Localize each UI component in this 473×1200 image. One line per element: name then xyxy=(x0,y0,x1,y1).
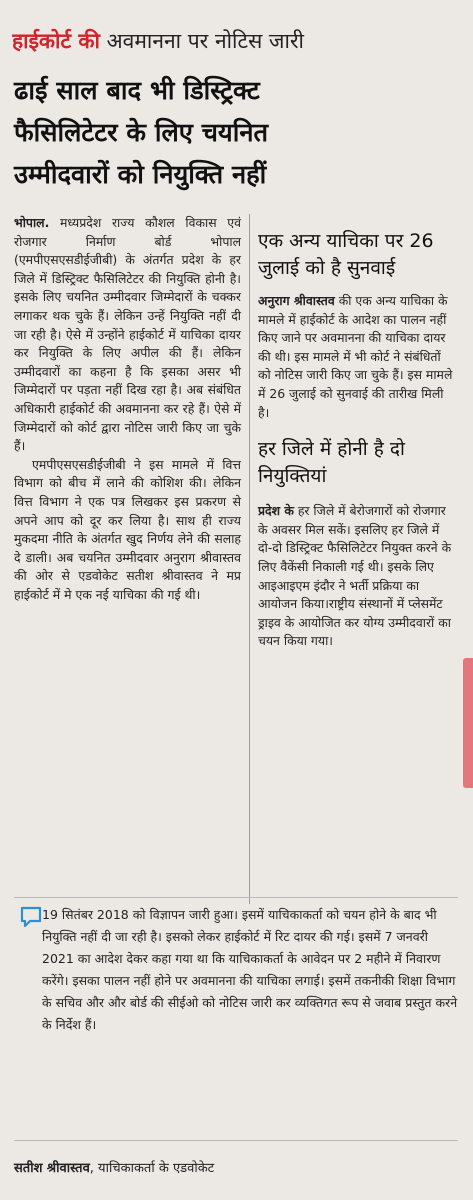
byline-rule xyxy=(14,1140,458,1141)
byline-name: सतीश श्रीवास्तव xyxy=(14,1161,90,1176)
subheading-appointments: हर जिले में होनी है दो नियुक्तियां xyxy=(258,438,405,488)
kicker-line xyxy=(12,18,460,64)
dateline: भोपाल. xyxy=(14,215,50,230)
right-p1-lead: अनुराग श्रीवास्तव xyxy=(258,293,335,308)
left-paragraph-1 xyxy=(14,214,241,456)
right-paragraph-1 xyxy=(258,292,456,422)
right-paragraph-2 xyxy=(258,502,456,651)
left-paragraph-1-text: मध्यप्रदेश राज्य कौशल विकास एवं रोजगार निर्माण बोर्ड भोपाल (एमपीएसएसडीईजीबी) के अंतर्गत प्रदेश के हर जिले में डिस्ट्रिक्ट फैसिलिटेटर की नियुक्ति होनी है। इसके लिए चयनित उम्मीदवार जिम्मेदारों के चक्कर लगाकर थक चुके हैं। लेकिन उन्हें नियुक्ति नहीं दी जा रही है। ऐसे में उन्होंने हाईकोर्ट में याचिका दायर कर नियुक्ति के लिए अपील की हैं। लेकिन उम्मीदवारों का कहना है कि इसका असर भी जिम्मेदारों पर पड़ता नहीं दिख रहा है। अब संबंधित अधिकारी हाईकोर्ट की अवमानना कर रहे हैं। ऐसे में जिम्मेदारों को कोर्ट द्वारा नोटिस जारी किए जा चुके हैं। xyxy=(14,215,241,454)
headline-line-2: फैसिलिटेटर के लिए चयनित xyxy=(14,118,269,148)
byline xyxy=(14,1158,214,1176)
side-tab-marker xyxy=(463,658,473,788)
left-column xyxy=(14,214,241,604)
quote-block xyxy=(14,904,460,1036)
headline-line-1: ढाई साल बाद भी डिस्ट्रिक्ट xyxy=(14,76,260,106)
headline-line-3: उम्मीदवारों को नियुक्ति नहीं xyxy=(14,160,267,190)
kicker-black: अवमानना पर नोटिस जारी xyxy=(99,29,304,53)
kicker-red: हाईकोर्ट की xyxy=(12,29,100,53)
headline xyxy=(14,70,466,196)
speech-bubble-icon xyxy=(20,906,42,928)
right-p2-text: हर जिले में बेरोजगारों को रोजगार के अवसर मिल सकें। इसलिए हर जिले में दो-दो डिस्ट्रिक्ट फैसिलिटेटर नियुक्त करने के लिए वैकेंसी निकाली गई थी। इसके लिए आइआइएम इंदौर ने भर्ती प्रक्रिया का आयोजन किया।राष्ट्रीय संस्थानों में प्लेसमेंट ड्राइव के आयोजित कर योग्य उम्मीदवारों का चयन किया गया। xyxy=(258,503,452,649)
right-column xyxy=(258,214,456,651)
byline-role: , याचिकाकर्ता के एडवोकेट xyxy=(89,1161,215,1176)
right-p2-lead: प्रदेश के xyxy=(258,503,294,519)
subheading-hearing: एक अन्य याचिका पर 26 जुलाई को है सुनवाई xyxy=(258,230,434,279)
left-paragraph-2: एमपीएसएसडीईजीबी ने इस मामले में वित्त विभाग को बीच में लाने की कोशिश की। लेकिन वित्त विभाग ने एक पत्र लिखकर इस प्रकरण से अपने आप को दूर कर लिया है। साथ ही राज्य मुकदमा नीति के अंतर्गत खुद निर्णय लेने की सलाह दे डाली। अब चयनित उम्मीदवार अनुराग श्रीवास्तव की ओर से एडवोकेट सतीश श्रीवास्तव ने मप्र हाईकोर्ट में मे एक नई याचिका की गई थी। xyxy=(14,456,241,602)
column-divider xyxy=(249,214,250,904)
quote-text xyxy=(14,904,460,1036)
quote-paragraph: 19 सितंबर 2018 को विज्ञापन जारी हुआ। इसमें याचिकाकर्ता को चयन होने के बाद भी नियुक्ति नहीं दी जा रही है। इसको लेकर हाईकोर्ट में रिट दायर की गई। इसमें 7 जनवरी 2021 का आदेश देकर कहा गया था कि याचिकाकर्ता के आवेदन पर 2 महीने में निवारण करेंगे। इसका पालन नहीं होने पर अवमानना की याचिका लगाई। इसमें तकनीकी शिक्षा विभाग के सचिव और और बोर्ड की सीईओ को नोटिस जारी कर व्यक्तिगत रूप से जवाब प्रस्तुत करने के निर्देश हैं। xyxy=(42,907,458,1032)
right-p1-text: की एक अन्य याचिका के मामले में हाईकोर्ट के आदेश का पालन नहीं किए जाने पर अवमानना की याचिका दायर की थी। इस मामले में भी कोर्ट ने संबंधितों को नोटिस जारी किए जा चुके हैं। इस मामले में 26 जुलाई को सुनवाई की तारीख मिली है। xyxy=(258,293,453,420)
quote-top-rule xyxy=(14,897,458,898)
